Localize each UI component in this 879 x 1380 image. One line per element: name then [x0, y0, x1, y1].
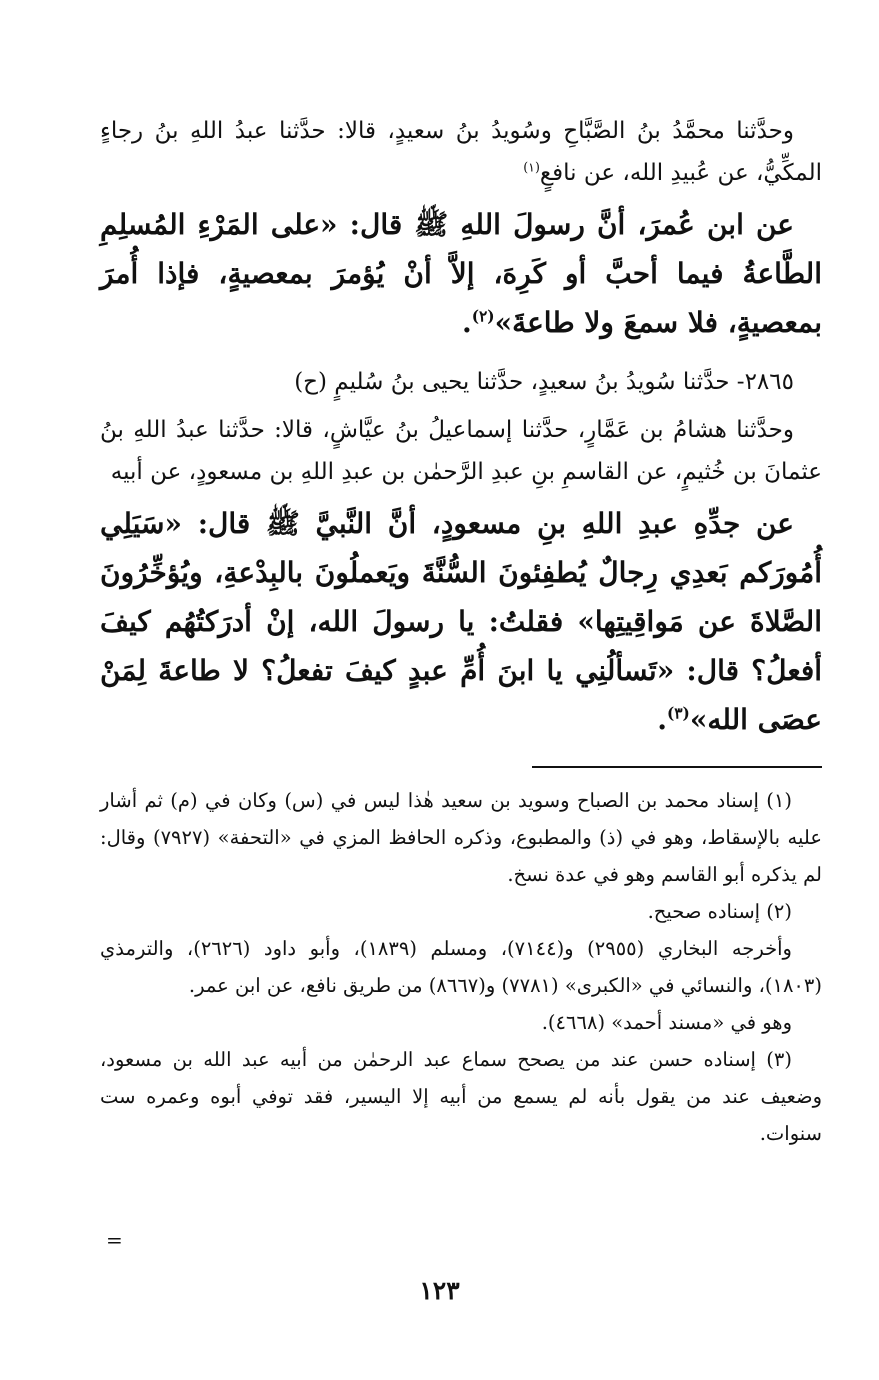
footnote-ref-2: (٢): [471, 307, 495, 326]
isnad-paragraph-2: وحدَّثنا هشامُ بن عَمَّارٍ، حدَّثنا إسماعيلُ بنُ عيَّاشٍ، قالا: حدَّثنا عبدُ اللهِ بنُ عثمانَ بن خُثيمٍ، عن القاسمِ بنِ عبدِ الرَّحمٰن بن عبدِ اللهِ بن مسعودٍ، عن أبيه: [100, 417, 822, 485]
hadith-text-2: [100, 499, 822, 744]
isnad-text-1: وحدَّثنا محمَّدُ بنُ الصَّبَّاحِ وسُويدُ بنُ سعيدٍ، قالا: حدَّثنا عبدُ اللهِ بنُ رجاءٍ المكِّيُّ، عن عُبيدِ الله، عن نافعٍ: [100, 118, 822, 186]
footnote-2-musnad: وهو في «مسند أحمد» (٤٦٦٨).: [541, 1011, 792, 1034]
matn-text-1: عن ابن عُمرَ، أنَّ رسولَ اللهِ ﷺ قال: «على المَرْءِ المُسلِمِ الطَّاعةُ فيما أحبَّ أو كَرِهَ، إلاَّ أنْ يُؤمرَ بمعصيةٍ، فإذا أُمرَ بمعصيةٍ، فلا سمعَ ولا طاعةَ»: [100, 208, 822, 339]
isnad-paragraph-1: [100, 110, 822, 194]
footnote-2-takhrij: وأخرجه البخاري (٢٩٥٥) و(٧١٤٤)، ومسلم (١٨٣٩)، وأبو داود (٢٦٢٦)، والترمذي (١٨٠٣)، والنسائي في «الكبرى» (٧٧٨١) و(٨٦٦٧) من طريق نافع، عن ابن عمر.: [100, 937, 822, 997]
page-number: ١٢٣: [419, 1276, 460, 1305]
footnote-2: (٢) إسناده صحيح.: [647, 900, 792, 923]
footnote-ref-3: (٣): [666, 704, 690, 723]
hadith-text-1: [100, 200, 822, 347]
matn-end-1: .: [461, 306, 472, 339]
hadith-number-heading: ٢٨٦٥- حدَّثنا سُويدُ بنُ سعيدٍ، حدَّثنا يحيى بنُ سُليمٍ (ح): [294, 369, 794, 395]
continuation-mark: =: [106, 1228, 123, 1252]
footnote-ref-1: (١): [523, 159, 540, 175]
footnote-1: (١) إسناد محمد بن الصباح وسويد بن سعيد هٰذا ليس في (س) وكان في (م) ثم أشار عليه بالإسقاط، وهو في (ذ) والمطبوع، وذكره الحافظ المزي في «التحفة» (٧٩٢٧) وقال: لم يذكره أبو القاسم وهو في عدة نسخ.: [100, 789, 822, 886]
matn-text-2: عن جدِّهِ عبدِ اللهِ بنِ مسعودٍ، أنَّ النَّبيَّ ﷺ قال: «سَيَلِي أُمُورَكم بَعدِي رِجالٌ يُطفِئونَ السُّنَّةَ ويَعملُونَ بالبِدْعةِ، ويُؤخِّرُونَ الصَّلاةَ عن مَواقِيتِها» فقلتُ: يا رسولَ الله، إنْ أدرَكتُهُم كيفَ أفعلُ؟ قال: «تَسألُنِي يا ابنَ أُمِّ عبدٍ كيفَ تفعلُ؟ لا طاعةَ لِمَنْ عصَى الله»: [100, 507, 822, 736]
footnote-3: (٣) إسناده حسن عند من يصحح سماع عبد الرحمٰن من أبيه عبد الله بن مسعود، وضعيف عند من يقول بأنه لم يسمع من أبيه إلا اليسير، فقد توفي أبوه وعمره ست سنوات.: [100, 1048, 822, 1145]
matn-end-2: .: [657, 703, 667, 736]
page-body: [100, 110, 822, 1152]
footnote-separator: [532, 766, 822, 768]
